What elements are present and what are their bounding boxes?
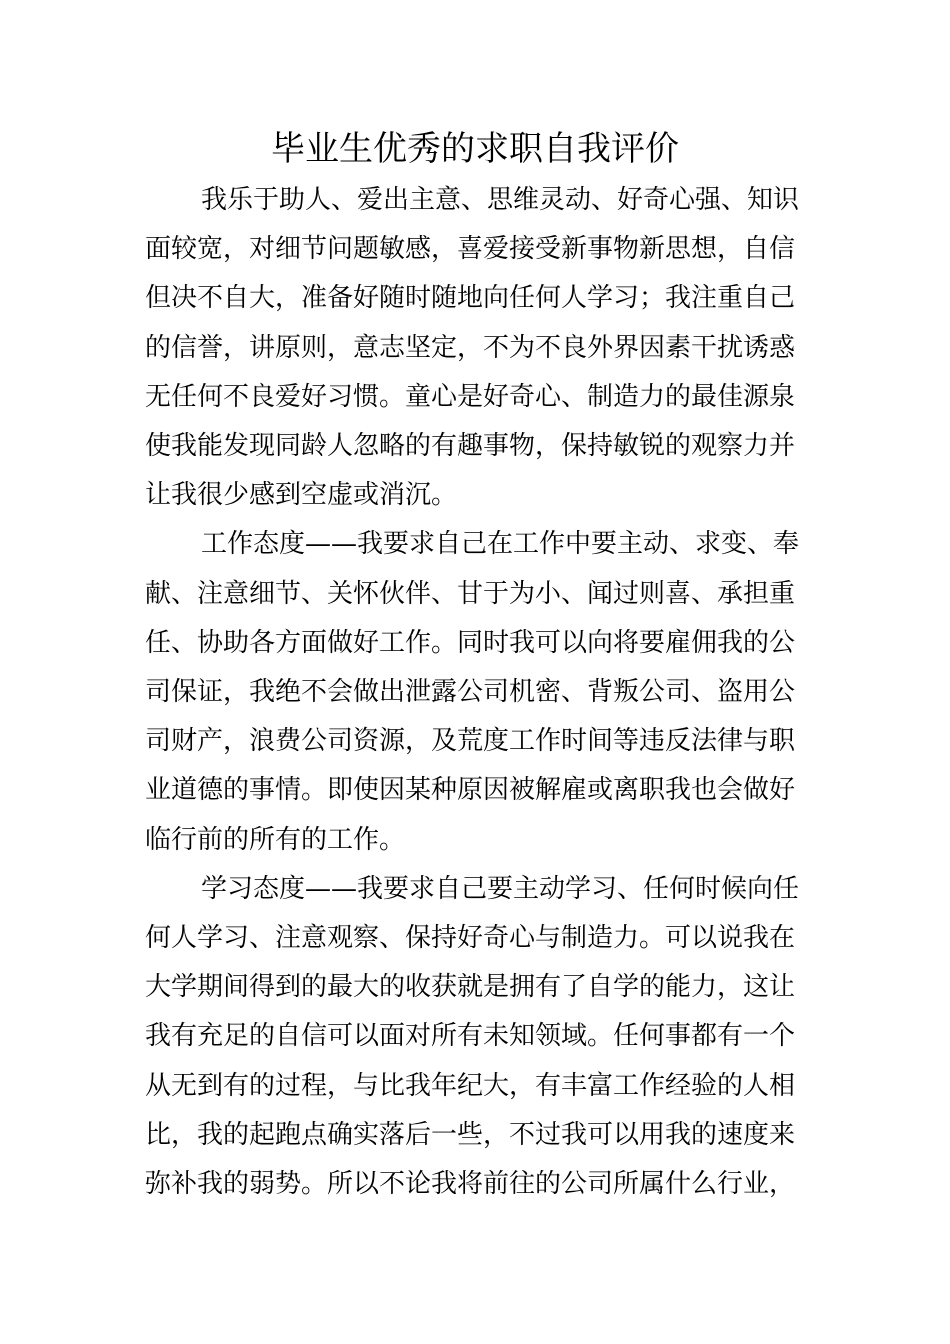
paragraph-line: 大学期间得到的最大的收获就是拥有了自学的能力，这让 [145,972,796,1003]
paragraph-line: 学习态度——我要求自己要主动学习、任何时候向任 [201,873,800,904]
paragraph-line: 弥补我的弱势。所以不论我将前往的公司所属什么行业， [145,1169,796,1200]
paragraph-line: 无任何不良爱好习惯。童心是好奇心、制造力的最佳源泉 [145,381,796,412]
paragraph-line: 业道德的事情。即使因某种原因被解雇或离职我也会做好 [145,775,796,806]
paragraph-line: 让我很少感到空虚或消沉。 [145,480,458,511]
paragraph-line: 何人学习、注意观察、保持好奇心与制造力。可以说我在 [145,923,796,954]
paragraph-self-intro [145,176,807,520]
document-title: 毕业生优秀的求职自我评价 [271,129,679,169]
paragraph-line: 司保证，我绝不会做出泄露公司机密、背叛公司、盗用公 [145,677,796,708]
paragraph-work-attitude [145,520,807,864]
paragraph-line: 的信誉，讲原则，意志坚定，不为不良外界因素干扰诱惑 [145,332,796,363]
paragraph-line: 但决不自大，准备好随时随地向任何人学习；我注重自己 [145,283,796,314]
paragraph-line: 我乐于助人、爱出主意、思维灵动、好奇心强、知识 [201,185,800,215]
paragraph-line: 比，我的起跑点确实落后一些，不过我可以用我的速度来 [145,1119,796,1150]
paragraph-line: 使我能发现同龄人忽略的有趣事物，保持敏锐的观察力并 [145,431,796,462]
document-body [145,176,807,1209]
paragraph-line: 面较宽，对细节问题敏感，喜爱接受新事物新思想，自信 [145,234,796,265]
paragraph-line: 司财产，浪费公司资源，及荒度工作时间等违反法律与职 [145,726,796,757]
paragraph-line: 从无到有的过程，与比我年纪大，有丰富工作经验的人相 [145,1070,796,1101]
paragraph-line: 我有充足的自信可以面对所有未知领域。任何事都有一个 [145,1021,796,1052]
paragraph-study-attitude [145,865,807,1209]
paragraph-line: 临行前的所有的工作。 [145,824,406,855]
paragraph-line: 任、协助各方面做好工作。同时我可以向将要雇佣我的公 [145,627,796,658]
paragraph-line: 献、注意细节、关怀伙伴、甘于为小、闻过则喜、承担重 [145,578,796,609]
paragraph-line: 工作态度——我要求自己在工作中要主动、求变、奉 [201,529,800,560]
